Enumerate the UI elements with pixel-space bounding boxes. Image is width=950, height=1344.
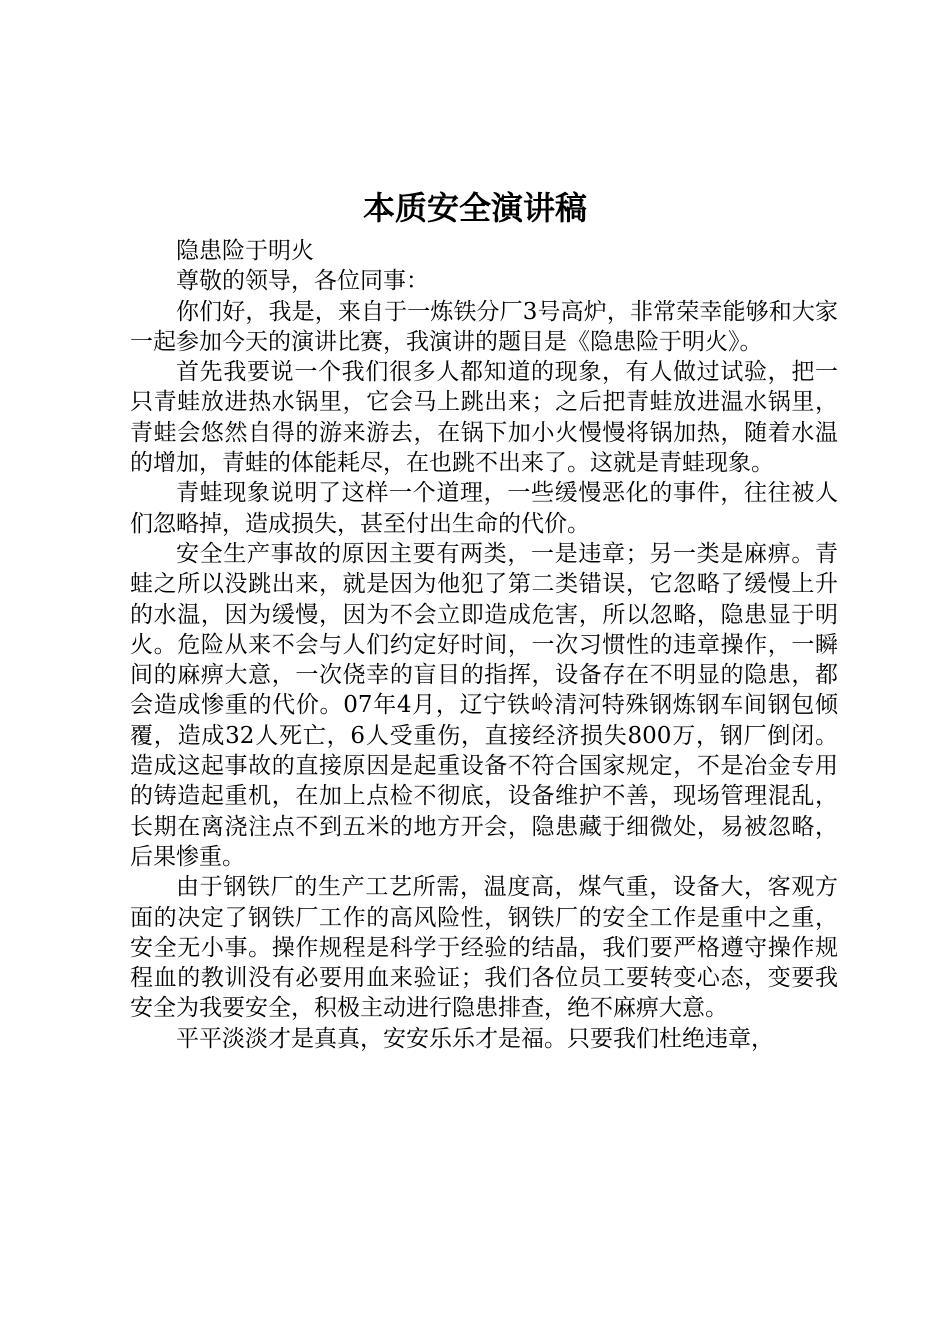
subtitle-line: 隐患险于明火 <box>176 238 314 264</box>
salutation-line: 尊敬的领导，各位同事： <box>176 268 429 295</box>
document-title: 本质安全演讲稿 <box>362 189 587 227</box>
paragraph: 你们好，我是，来自于一炼铁分厂3号高炉，非常荣幸能够和大家一起参加今天的演讲比赛，我演讲的题目是《隐患险于明火》。 <box>130 298 838 355</box>
paragraph: 首先我要说一个我们很多人都知道的现象，有人做过试验，把一只青蛙放进热水锅里，它会马上跳出来；之后把青蛙放进温水锅里，青蛙会悠然自得的游来游去，在锅下加小火慢慢将锅加热，随着水温的增加，青蛙的体能耗尽，在也跳不出来了。这就是青蛙现象。 <box>130 359 838 477</box>
paragraph: 平平淡淡才是真真，安安乐乐才是福。只要我们杜绝违章， <box>176 1025 774 1052</box>
paragraph: 青蛙现象说明了这样一个道理，一些缓慢恶化的事件，往往被人们忽略掉，造成损失，甚至付出生命的代价。 <box>130 480 838 537</box>
document-body <box>130 236 838 1054</box>
paragraph: 安全生产事故的原因主要有两类，一是违章；另一类是麻痹。青蛙之所以没跳出来，就是因为他犯了第二类错误，它忽略了缓慢上升的水温，因为缓慢，因为不会立即造成危害，所以忽略，隐患显于明火。危险从来不会与人们约定好时间，一次习惯性的违章操作，一瞬间的麻痹大意，一次侥幸的盲目的指挥，设备存在不明显的隐患，都会造成惨重的代价。07年4月，辽宁铁岭清河特殊钢炼钢车间钢包倾覆，造成32人死亡，6人受重伤，直接经济损失800万，钢厂倒闭。造成这起事故的直接原因是起重设备不符合国家规定，不是冶金专用的铸造起重机，在加上点检不彻底，设备维护不善，现场管理混乱，长期在离浇注点不到五米的地方开会，隐患藏于细微处，易被忽略，后果惨重。 <box>130 540 838 870</box>
paragraph: 由于钢铁厂的生产工艺所需，温度高，煤气重，设备大，客观方面的决定了钢铁厂工作的高风险性，钢铁厂的安全工作是重中之重，安全无小事。操作规程是科学于经验的结晶，我们要严格遵守操作规程血的教训没有必要用血来验证；我们各位员工要转变心态，变要我安全为我要安全，积极主动进行隐患排查，绝不麻痹大意。 <box>130 874 838 1022</box>
